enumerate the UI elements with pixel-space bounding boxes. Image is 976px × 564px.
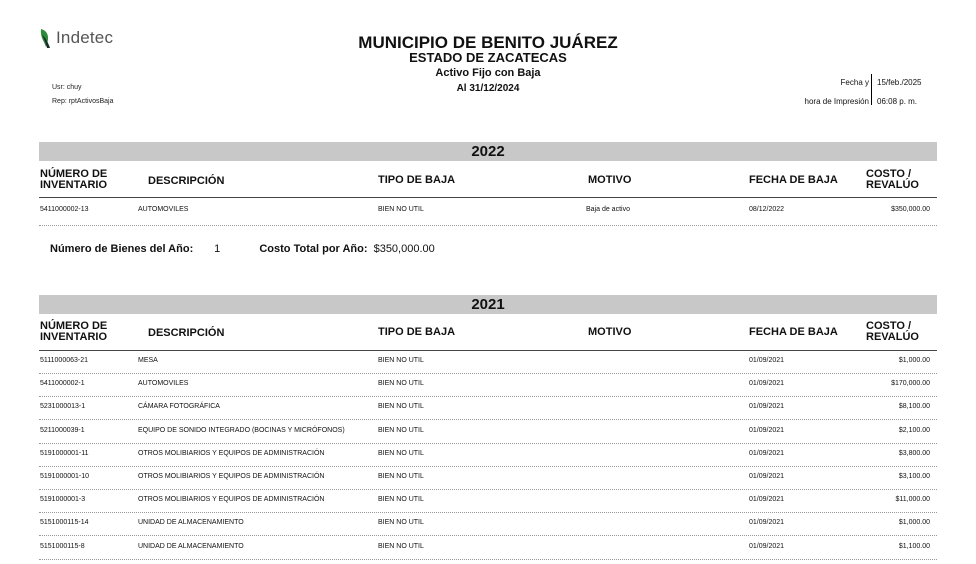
cell-inventario: 5151000115-8	[40, 543, 85, 550]
fecha-value: 15/feb./2025	[877, 78, 922, 87]
cell-tipo: BIEN NO UTIL	[378, 543, 424, 550]
logo-text: Indetec	[56, 28, 114, 47]
user-label: Usr: chuy	[52, 84, 82, 91]
report-date: Al 31/12/2024	[456, 83, 520, 94]
row-divider	[39, 443, 937, 444]
report-state: ESTADO DE ZACATECAS	[409, 50, 567, 65]
cell-fecha: 01/09/2021	[749, 543, 785, 550]
cell-costo: $8,100.00	[898, 403, 930, 410]
cell-tipo: BIEN NO UTIL	[378, 380, 424, 387]
row-divider	[39, 396, 937, 397]
year-header-2022: 2022	[39, 142, 937, 161]
cell-descripcion: EQUIPO DE SONIDO INTEGRADO (BOCINAS Y MICRÓFONOS)	[138, 427, 345, 434]
cell-motivo: Baja de activo	[586, 206, 630, 213]
cell-inventario: 5191000001-3	[40, 496, 86, 503]
col-header-tipo: TIPO DE BAJA	[378, 326, 456, 338]
cell-tipo: BIEN NO UTIL	[378, 519, 424, 526]
cell-inventario: 5111000063-21	[40, 357, 89, 364]
cell-costo: $2,100.00	[898, 427, 930, 434]
cell-fecha: 01/09/2021	[749, 427, 785, 434]
cell-tipo: BIEN NO UTIL	[378, 473, 424, 480]
row-divider	[39, 373, 937, 374]
header-divider	[871, 74, 872, 105]
col-header-motivo: MOTIVO	[588, 326, 632, 338]
row-divider	[39, 419, 937, 420]
summary-count-label: Número de Bienes del Año:	[50, 243, 194, 255]
hora-value: 06:08 p. m.	[877, 97, 918, 106]
cell-costo: $3,800.00	[898, 450, 930, 457]
cell-costo: $11,000.00	[895, 496, 930, 503]
col-header-fecha: FECHA DE BAJA	[749, 326, 838, 338]
row-divider	[39, 466, 937, 467]
cell-fecha: 01/09/2021	[749, 380, 785, 387]
cell-descripcion: UNIDAD DE ALMACENAMIENTO	[138, 519, 244, 526]
cell-descripcion: UNIDAD DE ALMACENAMIENTO	[138, 543, 244, 550]
cell-costo: $1,000.00	[898, 357, 930, 364]
cell-inventario: 5411000002-1	[40, 380, 85, 387]
cell-descripcion: AUTOMOVILES	[138, 206, 189, 213]
cell-inventario: 5231000013-1	[40, 403, 86, 410]
cell-tipo: BIEN NO UTIL	[378, 427, 424, 434]
cell-tipo: BIEN NO UTIL	[378, 357, 424, 364]
cell-fecha: 01/09/2021	[749, 403, 785, 410]
cell-costo: $3,100.00	[898, 473, 930, 480]
cell-descripcion: AUTOMOVILES	[138, 380, 189, 387]
col-header-costo: COSTO / REVALÚO	[866, 320, 919, 343]
cell-tipo: BIEN NO UTIL	[378, 403, 424, 410]
summary-total-label: Costo Total por Año:	[259, 243, 368, 255]
summary-total: $350,000.00	[373, 243, 435, 255]
col-header-tipo: TIPO DE BAJA	[378, 174, 456, 186]
cell-fecha: 01/09/2021	[749, 357, 785, 364]
col-header-descripcion: DESCRIPCIÓN	[148, 327, 225, 339]
col-header-fecha: FECHA DE BAJA	[749, 174, 838, 186]
cell-inventario: 5191000001-10	[40, 473, 90, 480]
cell-costo: $1,000.00	[898, 519, 930, 526]
row-divider	[39, 559, 937, 560]
cell-inventario: 5411000002-13	[40, 206, 89, 213]
cell-tipo: BIEN NO UTIL	[378, 450, 424, 457]
cell-fecha: 01/09/2021	[749, 450, 785, 457]
cell-fecha: 01/09/2021	[749, 519, 785, 526]
col-header-motivo: MOTIVO	[588, 174, 632, 186]
hora-label: hora de Impresión	[804, 97, 869, 106]
cell-costo: $1,100.00	[898, 543, 930, 550]
cell-costo: $170,000.00	[891, 380, 930, 387]
header-rule	[39, 350, 937, 351]
col-header-inventario: NÚMERO DE INVENTARIO	[40, 168, 108, 191]
cell-descripcion: MESA	[138, 357, 158, 364]
report-subtitle: Activo Fijo con Baja	[435, 67, 541, 79]
cell-descripcion: OTROS MOLIBIARIOS Y EQUIPOS DE ADMINISTRACIÓN	[138, 473, 325, 480]
cell-inventario: 5151000115-14	[40, 519, 89, 526]
cell-fecha: 08/12/2022	[749, 206, 785, 213]
col-header-inventario: NÚMERO DE INVENTARIO	[40, 320, 108, 343]
cell-inventario: 5191000001-11	[40, 450, 89, 457]
cell-inventario: 5211000039-1	[40, 427, 85, 434]
cell-descripcion: OTROS MOLIBIARIOS Y EQUIPOS DE ADMINISTRACIÓN	[138, 450, 325, 457]
report-title: MUNICIPIO DE BENITO JUÁREZ	[358, 33, 618, 52]
summary-count: 1	[214, 243, 221, 255]
row-divider	[39, 535, 937, 536]
col-header-costo: COSTO / REVALÚO	[866, 168, 919, 191]
row-divider	[39, 225, 937, 226]
summary-2022	[50, 243, 435, 255]
cell-tipo: BIEN NO UTIL	[378, 206, 424, 213]
header-rule	[39, 197, 937, 198]
report-label: Rep: rptActivosBaja	[52, 98, 114, 105]
cell-costo: $350,000.00	[891, 206, 930, 213]
year-header-2021: 2021	[39, 295, 937, 314]
col-header-descripcion: DESCRIPCIÓN	[148, 175, 225, 187]
row-divider	[39, 512, 937, 513]
cell-descripcion: CÁMARA FOTOGRÁFICA	[138, 403, 220, 410]
cell-tipo: BIEN NO UTIL	[378, 496, 424, 503]
cell-fecha: 01/09/2021	[749, 496, 785, 503]
cell-fecha: 01/09/2021	[749, 473, 785, 480]
row-divider	[39, 489, 937, 490]
cell-descripcion: OTROS MOLIBIARIOS Y EQUIPOS DE ADMINISTRACIÓN	[138, 496, 325, 503]
fecha-label: Fecha y	[840, 78, 869, 87]
